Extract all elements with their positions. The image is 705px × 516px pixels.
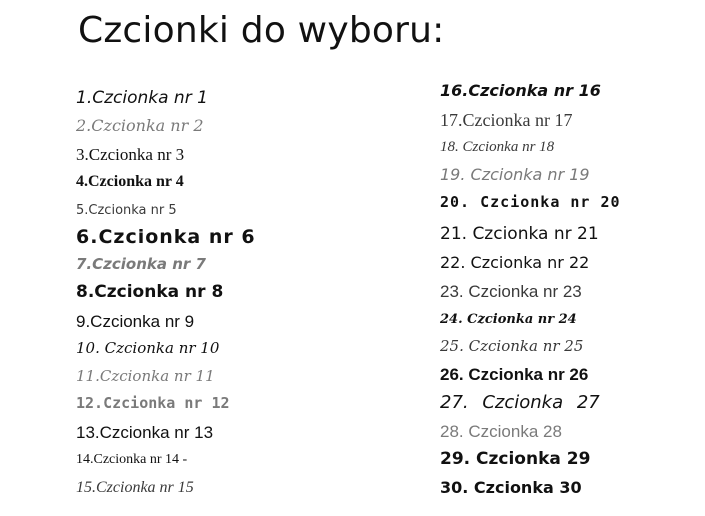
font-sample-17: 17.Czcionka nr 17 — [440, 110, 573, 130]
font-sample-21: 21. Czcionka nr 21 — [440, 224, 599, 244]
page-title: Czcionki do wyboru: — [78, 10, 445, 51]
font-sample-2: 2.Czcionka nr 2 — [76, 116, 204, 135]
font-sample-20: 20. Czcionka nr 20 — [440, 193, 621, 211]
font-sample-23: 23. Czcionka nr 23 — [440, 282, 582, 301]
font-sample-5: 5.Czcionka nr 5 — [76, 203, 177, 218]
font-sample-22: 22. Czcionka nr 22 — [440, 253, 590, 272]
font-sample-24: 24. Czcionka nr 24 — [440, 312, 577, 327]
font-sample-28: 28. Czcionka 28 — [440, 422, 562, 441]
font-sample-14: 14.Czcionka nr 14 - — [76, 452, 188, 467]
font-sample-19: 19. Czcionka nr 19 — [440, 165, 590, 184]
font-sample-7: 7.Czcionka nr 7 — [76, 255, 206, 273]
font-sample-27: 27. Czcionka 27 — [440, 392, 600, 413]
font-sample-16: 16.Czcionka nr 16 — [440, 81, 601, 100]
font-sample-18: 18. Czcionka nr 18 — [440, 139, 555, 155]
font-sample-26: 26. Czcionka nr 26 — [440, 365, 589, 384]
font-sample-1: 1.Czcionka nr 1 — [76, 88, 208, 108]
font-sample-9: 9.Czcionka nr 9 — [76, 312, 195, 331]
font-sample-12: 12.Czcionka nr 12 — [76, 394, 230, 412]
font-sample-15: 15.Czcionka nr 15 — [76, 479, 194, 496]
font-sample-3: 3.Czcionka nr 3 — [76, 145, 185, 164]
font-sample-6: 6.Czcionka nr 6 — [76, 226, 256, 248]
font-sample-25: 25. Czcionka nr 25 — [440, 337, 584, 355]
font-sample-29: 29. Czcionka 29 — [440, 449, 591, 469]
font-sample-13: 13.Czcionka nr 13 — [76, 423, 214, 442]
font-sample-4: 4.Czcionka nr 4 — [76, 173, 184, 190]
font-sample-30: 30. Czcionka 30 — [440, 478, 582, 497]
font-sample-11: 11.Czcionka nr 11 — [76, 367, 215, 385]
font-sample-10: 10. Czcionka nr 10 — [76, 339, 220, 357]
font-sample-8: 8.Czcionka nr 8 — [76, 282, 224, 302]
